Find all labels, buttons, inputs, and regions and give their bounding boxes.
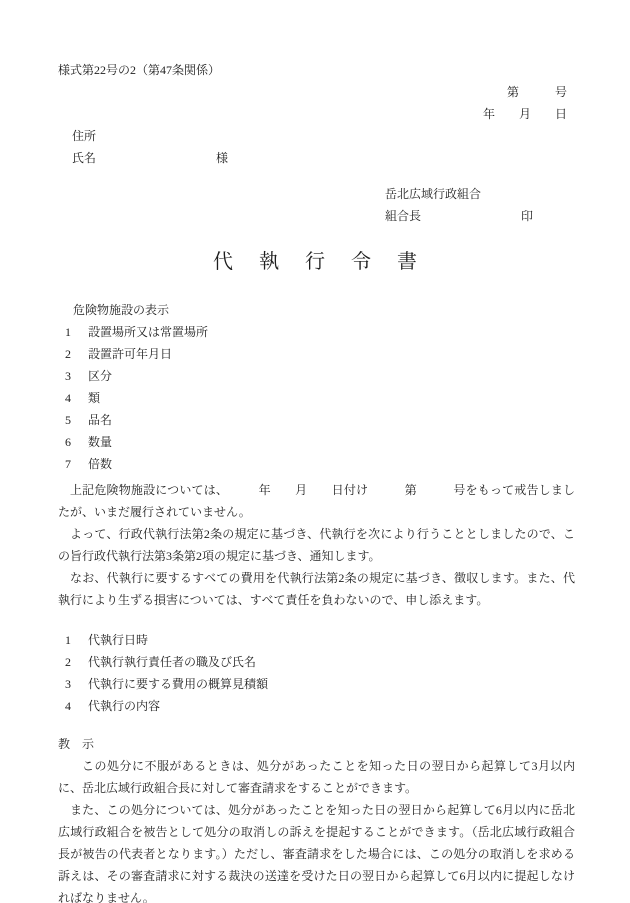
facility-item-list	[58, 321, 575, 475]
list-item	[58, 695, 575, 717]
list-item	[58, 629, 575, 651]
list-item	[58, 365, 575, 387]
item-label: 類	[88, 391, 101, 405]
notification-paragraph: よって、行政代執行法第2条の規定に基づき、代執行を次により行うこととしましたので、この旨行政代執行法第3条第2項の規定に基づき、通知します。	[58, 527, 575, 563]
item-label: 代執行執行責任者の職及び氏名	[88, 655, 257, 669]
item-label: 代執行の内容	[88, 699, 161, 713]
item-number: 2	[65, 655, 71, 669]
item-label: 数量	[88, 435, 113, 449]
document-number-block	[58, 81, 575, 125]
item-number: 1	[65, 325, 71, 339]
list-item	[58, 431, 575, 453]
issuer-title-row	[385, 205, 575, 227]
list-item	[58, 453, 575, 475]
list-item	[58, 343, 575, 365]
form-number: 様式第22号の2（第47条関係）	[58, 63, 221, 77]
addressee-name-label: 氏名	[72, 151, 97, 165]
document-number: 第 号	[506, 85, 567, 99]
item-label: 倍数	[88, 457, 113, 471]
warning-paragraph: 上記危険物施設については、 年 月 日付け 第 号をもって戒告しましたが、いまだ履行されていません。	[58, 483, 575, 519]
list-item	[58, 321, 575, 343]
item-label: 代執行に要する費用の概算見積額	[88, 677, 269, 691]
item-number: 7	[65, 457, 71, 471]
list-item	[58, 387, 575, 409]
item-number: 3	[65, 677, 71, 691]
item-number: 3	[65, 369, 71, 383]
item-number: 4	[65, 391, 71, 405]
issuer-block	[385, 183, 575, 227]
document-title: 代 執 行 令 書	[213, 251, 420, 273]
item-number: 6	[65, 435, 71, 449]
document-date: 年 月 日	[482, 107, 567, 121]
issuer-title: 組合長	[385, 209, 422, 223]
lawsuit-paragraph: また、この処分については、処分があったことを知った日の翌日から起算して6月以内に岳北広域行政組合を被告として処分の取消しの訴えを提起することができます。（岳北広域行政組合長が被告の代表者となります。）ただし、審査請求をした場合には、この処分の取消しを求める訴えは、その審査請求に対する裁決の送達を受けた日の翌日から起算して6月以内に提起しなければなりません。	[58, 803, 575, 903]
list-item	[58, 673, 575, 695]
item-label: 区分	[88, 369, 113, 383]
cost-paragraph: なお、代執行に要するすべての費用を代執行法第2条の規定に基づき、徴収します。また、代執行により生ずる損害については、すべて責任を負わないので、申し添えます。	[58, 571, 575, 607]
addressee-address-label: 住所	[72, 129, 97, 143]
body-paragraphs	[58, 479, 575, 611]
item-label: 設置場所又は常置場所	[88, 325, 209, 339]
instruction-section	[58, 733, 575, 903]
list-item	[58, 409, 575, 431]
issuer-seal-mark: 印	[521, 209, 534, 223]
list-item	[58, 651, 575, 673]
appeal-paragraph: この処分に不服があるときは、処分があったことを知った日の翌日から起算して3月以内に、岳北広域行政組合長に対して審査請求をすることができます。	[58, 759, 575, 795]
item-number: 2	[65, 347, 71, 361]
item-label: 品名	[88, 413, 113, 427]
facility-section-heading: 危険物施設の表示	[73, 303, 170, 317]
execution-item-list	[58, 629, 575, 717]
issuer-organization: 岳北広域行政組合	[385, 187, 482, 201]
item-number: 4	[65, 699, 71, 713]
item-number: 1	[65, 633, 71, 647]
item-number: 5	[65, 413, 71, 427]
instruction-heading: 教 示	[58, 737, 95, 751]
item-label: 設置許可年月日	[88, 347, 173, 361]
addressee-name-row	[58, 147, 575, 169]
addressee-honorific: 様	[216, 151, 229, 165]
item-label: 代執行日時	[88, 633, 149, 647]
